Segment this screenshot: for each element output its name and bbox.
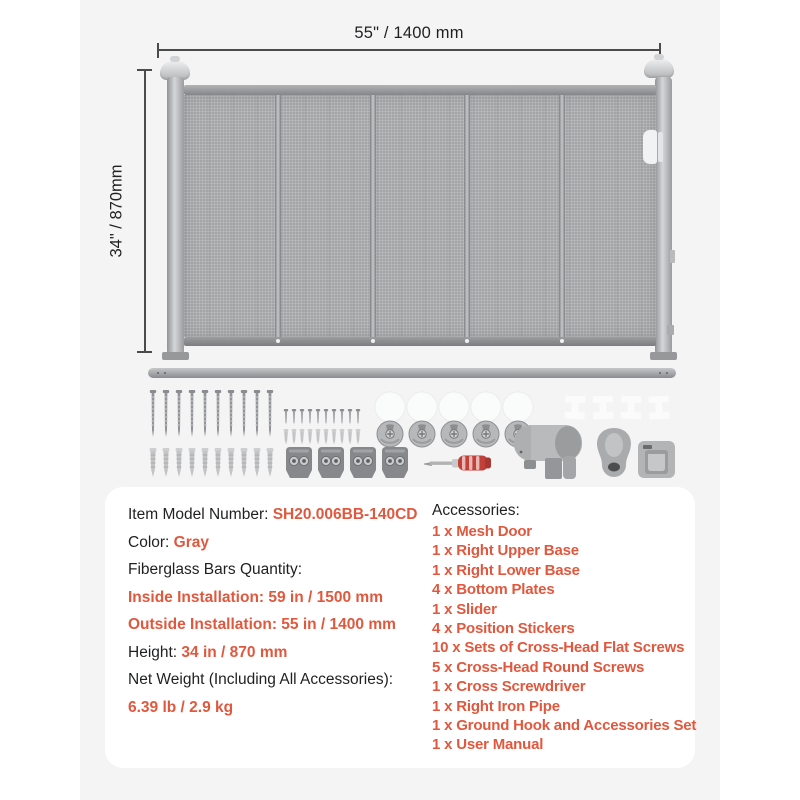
spec-value: 34 in / 870 mm xyxy=(181,643,288,661)
right-post-cap-nub xyxy=(654,54,664,60)
height-dimension-tick-bottom xyxy=(137,351,152,353)
pipe-screw-hole xyxy=(659,372,661,374)
gate-top-rail xyxy=(184,85,656,95)
accessory-item: 1 x Ground Hook and Accessories Set xyxy=(432,717,697,735)
cross-screwdriver-icon xyxy=(424,456,491,471)
spec-net-weight-value xyxy=(128,700,428,716)
spec-model-number xyxy=(128,507,428,523)
right-post-cap xyxy=(644,59,674,78)
ground-hook-icon xyxy=(597,428,631,477)
width-dimension-label: 55" / 1400 mm xyxy=(354,24,464,42)
bottom-plates-icon xyxy=(286,447,408,478)
spec-label: Net Weight (Including All Accessories): xyxy=(128,671,394,688)
accessory-item: 1 x User Manual xyxy=(432,736,544,754)
bottom-rail-rivet xyxy=(465,339,469,343)
right-lower-base-icon xyxy=(638,441,675,478)
spec-label: Height: xyxy=(128,643,182,661)
accessory-item: 5 x Cross-Head Round Screws xyxy=(432,658,645,676)
accessory-item: 1 x Right Iron Pipe xyxy=(432,697,560,715)
fiberglass-bar xyxy=(559,95,565,337)
right-post xyxy=(655,77,672,355)
small-anchors-icon xyxy=(284,429,361,444)
left-post xyxy=(167,77,184,355)
gate-mesh-panel xyxy=(184,95,656,337)
width-dimension-tick-left xyxy=(157,43,159,58)
wall-anchors-icon xyxy=(150,448,274,477)
specs-column xyxy=(128,507,428,727)
spec-value: SH20.006BB-140CD xyxy=(272,506,418,523)
gate-bottom-rail xyxy=(184,337,656,346)
accessory-item: 1 x Right Upper Base xyxy=(432,542,579,560)
accessory-item: 1 x Cross Screwdriver xyxy=(432,678,586,696)
iron-pipe-icon xyxy=(148,368,676,378)
spec-label: Item Model Number: xyxy=(128,506,273,523)
small-round-screws-icon xyxy=(284,409,360,425)
fiberglass-bar xyxy=(275,95,281,337)
spec-card xyxy=(105,487,695,768)
round-bases-icon xyxy=(377,421,531,447)
spec-height xyxy=(128,645,428,661)
fiberglass-bar xyxy=(464,95,470,337)
height-dimension-tick-top xyxy=(137,69,152,71)
bottom-rail-rivet xyxy=(371,339,375,343)
gate-handle-cutout xyxy=(643,130,657,164)
accessories-column xyxy=(432,501,697,755)
spec-value: Gray xyxy=(173,533,209,551)
gate-handle-slot xyxy=(658,132,663,162)
left-post-cap-nub xyxy=(170,56,180,62)
pipe-screw-hole xyxy=(164,372,166,374)
spec-net-weight-label xyxy=(128,672,428,688)
right-upper-base-icon xyxy=(514,425,582,479)
bottom-rail-rivet xyxy=(276,339,280,343)
spec-value: Outside Installation: 55 in / 1400 mm xyxy=(128,616,396,633)
spec-value: 6.39 lb / 2.9 kg xyxy=(128,698,234,716)
accessories-graphic xyxy=(140,390,700,486)
accessory-item: 4 x Position Stickers xyxy=(432,620,575,638)
right-post-foot xyxy=(650,352,677,360)
spec-color xyxy=(128,535,428,551)
left-post-foot xyxy=(162,352,189,360)
height-dimension-label: 34" / 870mm xyxy=(107,164,126,258)
spec-label: Color: xyxy=(128,533,174,551)
accessory-item: 4 x Bottom Plates xyxy=(432,581,555,599)
spec-inside-installation xyxy=(128,590,428,606)
pipe-screw-hole xyxy=(157,372,159,374)
accessory-item: 1 x Right Lower Base xyxy=(432,561,580,579)
bottom-rail-rivet xyxy=(560,339,564,343)
height-dimension-line xyxy=(144,70,146,352)
accessories-title: Accessories: xyxy=(432,502,520,519)
accessory-item: 1 x Slider xyxy=(432,600,497,618)
accessory-item: 10 x Sets of Cross-Head Flat Screws xyxy=(432,639,685,657)
spec-value: Inside Installation: 59 in / 1500 mm xyxy=(128,588,383,606)
round-sticker-caps-icon xyxy=(375,392,533,422)
spec-fiberglass-quantity xyxy=(128,562,428,578)
gate-latch-tab xyxy=(670,250,675,263)
pipe-screw-hole xyxy=(666,372,668,374)
accessory-item: 1 x Mesh Door xyxy=(432,523,532,540)
long-flat-screws-icon xyxy=(150,390,273,437)
spec-label: Fiberglass Bars Quantity: xyxy=(128,561,303,578)
fiberglass-bar xyxy=(370,95,376,337)
width-dimension-line xyxy=(158,49,660,51)
spec-outside-installation xyxy=(128,617,428,633)
position-stickers-icon xyxy=(564,395,669,419)
gate-latch-lower xyxy=(667,325,674,335)
